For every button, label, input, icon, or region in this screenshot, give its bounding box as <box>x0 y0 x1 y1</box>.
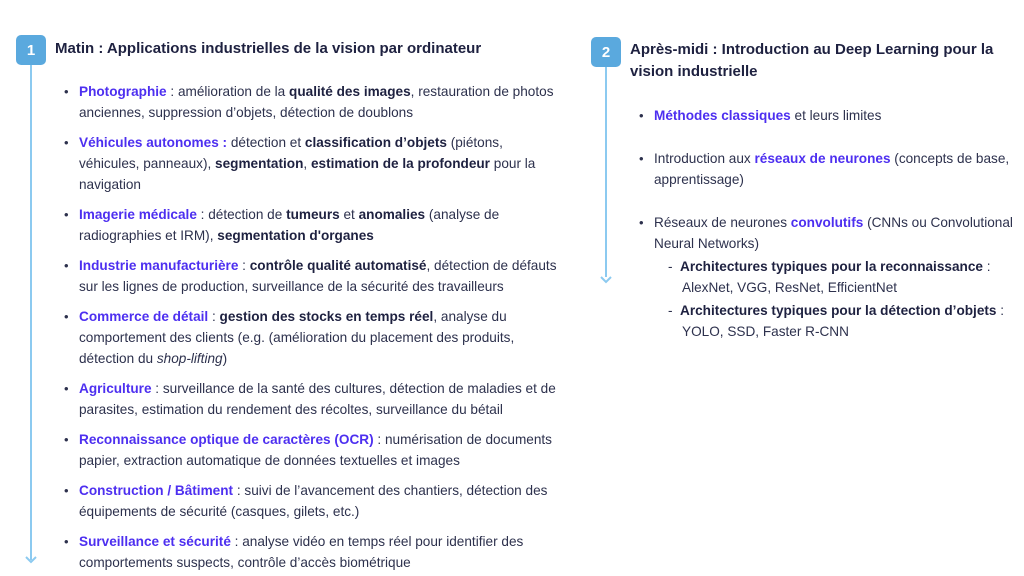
item-text: ) <box>222 351 228 366</box>
list-item <box>64 531 559 573</box>
item-text: , détection de défauts sur les lignes de production, surveillance de la sécurité des travailleurs <box>79 258 557 294</box>
item-text: : surveillance de la santé des cultures, détection de maladies et de parasites, estimation du rendement des récoltes, surveillance du bétail <box>79 381 556 417</box>
item-text: et leurs limites <box>790 108 882 123</box>
section-title-morning: Matin : Applications industrielles de la vision par ordinateur <box>55 40 482 57</box>
item-bold: anomalies <box>358 207 426 222</box>
item-italic: shop-lifting <box>156 351 223 366</box>
item-head: réseaux de neurones <box>754 151 891 166</box>
timeline-line-right <box>605 67 607 277</box>
item-head: Construction / Bâtiment <box>79 483 234 498</box>
applications-list <box>64 81 559 573</box>
item-head: Photographie <box>79 84 167 99</box>
list-item <box>64 480 559 522</box>
item-text: (concepts de base, apprentissage) <box>654 151 1010 187</box>
deep-learning-list <box>639 105 1019 342</box>
item-text: : numérisation de documents papier, extraction automatique de données textuelles et images <box>79 432 552 468</box>
item-head: Reconnaissance optique de caractères (OCR) <box>79 432 374 447</box>
sub-item-text: : <box>996 303 1005 318</box>
item-text: Introduction aux <box>654 151 755 166</box>
item-text: , analyse du comportement des clients (e.g. (amélioration du placement des produits, détection du <box>79 309 515 366</box>
list-item <box>64 306 559 369</box>
item-text: détection et <box>227 135 305 150</box>
item-head: Agriculture <box>79 381 152 396</box>
item-bold: contrôle qualité automatisé <box>249 258 427 273</box>
item-bold: gestion des stocks en temps réel <box>219 309 434 324</box>
step-badge-1: 1 <box>16 35 46 65</box>
item-head: Commerce de détail <box>79 309 209 324</box>
item-text: , restauration de photos anciennes, suppression d’objets, détection de doublons <box>79 84 554 120</box>
section-title-afternoon: Après-midi : Introduction au Deep Learning pour la vision industrielle <box>630 41 994 80</box>
item-text: pour la navigation <box>79 156 536 192</box>
sub-dash: - <box>668 259 673 274</box>
item-head: Industrie manufacturière <box>79 258 239 273</box>
item-text: : suivi de l’avancement des chantiers, détection des équipements de sécurité (casques, gilets, etc.) <box>79 483 548 519</box>
item-bold: tumeurs <box>286 207 340 222</box>
item-text: Réseaux de neurones <box>654 215 791 230</box>
item-text: (piétons, véhicules, panneaux), <box>79 135 503 171</box>
list-item <box>64 255 559 297</box>
list-item <box>639 105 1019 126</box>
list-item <box>64 81 559 123</box>
chevron-down-icon <box>600 276 612 284</box>
item-head: Méthodes classiques <box>654 108 791 123</box>
item-text: , <box>303 156 311 171</box>
item-head: Surveillance et sécurité <box>79 534 231 549</box>
timeline-line-left <box>30 65 32 560</box>
list-item <box>639 212 1019 342</box>
list-item <box>64 132 559 195</box>
sub-item-bold: Architectures typiques pour la reconnaissance <box>680 259 983 274</box>
sub-item-text: : <box>982 259 991 274</box>
item-text: et <box>339 207 359 222</box>
item-text: (CNNs ou Convolutional Neural Networks) <box>654 215 1013 251</box>
list-item <box>639 148 1019 190</box>
item-text: (analyse de radiographies et IRM), <box>79 207 500 243</box>
list-item <box>64 429 559 471</box>
chevron-down-icon <box>25 556 37 564</box>
sub-item-detection <box>654 300 1019 321</box>
item-head: convolutifs <box>790 215 864 230</box>
sub-item-models: YOLO, SSD, Faster R-CNN <box>682 324 849 339</box>
item-bold: classification d’objets <box>304 135 447 150</box>
item-head: Véhicules autonomes : <box>79 135 228 150</box>
sub-dash: - <box>668 303 673 318</box>
sub-item-recognition <box>654 256 1019 277</box>
item-text: : <box>208 309 220 324</box>
item-text: : analyse vidéo en temps réel pour identifier des comportements suspects, contrôle d’accès biométrique <box>79 534 524 570</box>
item-bold: segmentation <box>215 156 304 171</box>
item-text: : détection de <box>196 207 287 222</box>
sub-item-bold: Architectures typiques pour la détection d’objets <box>680 303 997 318</box>
list-item <box>64 378 559 420</box>
list-item <box>64 204 559 246</box>
item-bold: segmentation d'organes <box>217 228 374 243</box>
item-head: Imagerie médicale <box>79 207 197 222</box>
item-text: : <box>238 258 250 273</box>
sub-item-models: AlexNet, VGG, ResNet, EfficientNet <box>682 280 898 295</box>
step-badge-2: 2 <box>591 37 621 67</box>
item-bold: qualité des images <box>289 84 411 99</box>
item-bold: estimation de la profondeur <box>310 156 490 171</box>
item-text: : amélioration de la <box>166 84 290 99</box>
